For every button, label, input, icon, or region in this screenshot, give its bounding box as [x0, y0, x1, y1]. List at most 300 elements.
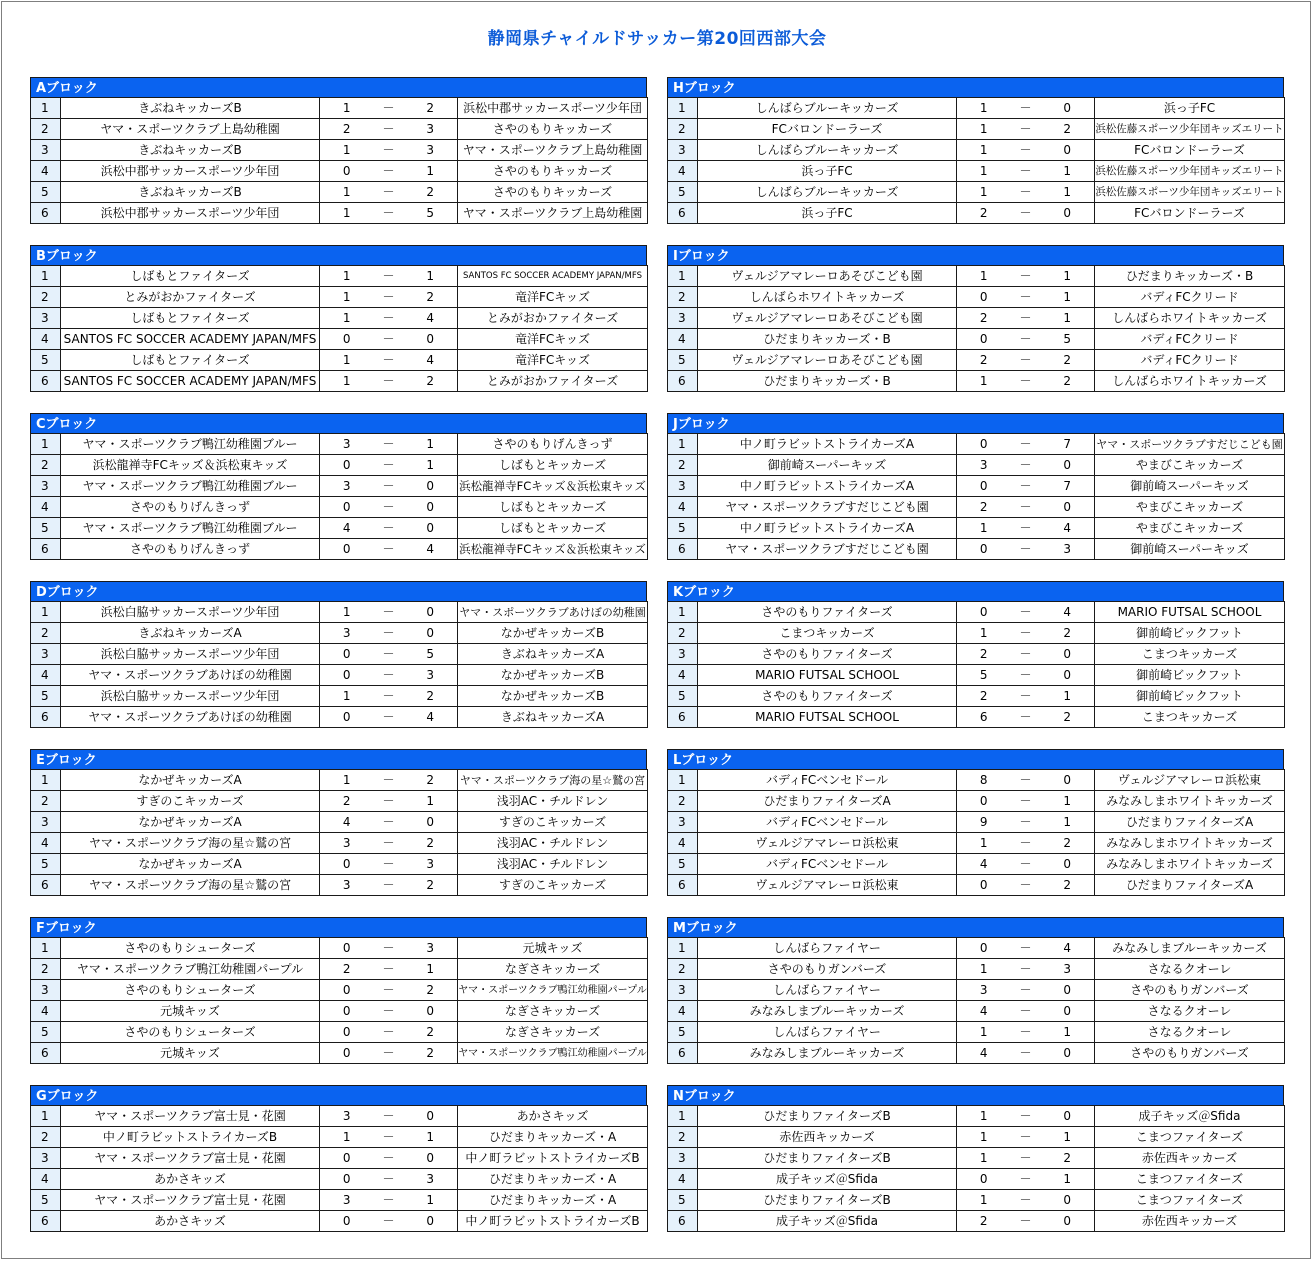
away-score: 1: [404, 455, 458, 476]
score-dash: －: [374, 1043, 404, 1064]
away-score: 1: [1041, 182, 1095, 203]
home-team: ひだまりファイターズA: [698, 791, 957, 812]
match-number: 5: [668, 686, 698, 707]
table-row: [668, 539, 1285, 560]
table-row: [31, 812, 648, 833]
away-score: 4: [1041, 518, 1095, 539]
away-team: こまつキッカーズ: [1095, 644, 1285, 665]
home-score: 0: [320, 161, 374, 182]
match-number: 6: [31, 707, 61, 728]
away-team: ひだまりキッカーズ・A: [458, 1169, 648, 1190]
match-number: 4: [31, 329, 61, 350]
match-number: 6: [31, 371, 61, 392]
away-score: 1: [1041, 1127, 1095, 1148]
away-team: こまつファイターズ: [1095, 1190, 1285, 1211]
home-team: きぶねキッカーズB: [61, 182, 320, 203]
match-table: [667, 1105, 1285, 1232]
match-number: 1: [668, 602, 698, 623]
away-score: 7: [1041, 476, 1095, 497]
score-dash: －: [374, 959, 404, 980]
match-number: 3: [668, 644, 698, 665]
score-dash: －: [1011, 455, 1041, 476]
match-number: 1: [668, 938, 698, 959]
table-row: [668, 1001, 1285, 1022]
home-team: 浜松中郡サッカースポーツ少年団: [61, 161, 320, 182]
away-score: 4: [404, 539, 458, 560]
home-score: 4: [957, 854, 1011, 875]
match-number: 6: [31, 875, 61, 896]
away-score: 2: [1041, 707, 1095, 728]
match-number: 2: [31, 623, 61, 644]
away-team: しんばらホワイトキッカーズ: [1095, 308, 1285, 329]
table-row: [668, 497, 1285, 518]
home-team: ひだまりファイターズB: [698, 1190, 957, 1211]
away-team: 浜っ子FC: [1095, 98, 1285, 119]
home-score: 1: [320, 203, 374, 224]
score-dash: －: [1011, 1001, 1041, 1022]
home-team: しんばらファイヤー: [698, 1022, 957, 1043]
home-team: 浜松白脇サッカースポーツ少年団: [61, 602, 320, 623]
table-row: [668, 875, 1285, 896]
block-right-1: [667, 245, 1284, 392]
away-team: なかぜキッカーズB: [458, 686, 648, 707]
table-row: [31, 1211, 648, 1232]
away-score: 1: [404, 266, 458, 287]
away-team: 成子キッズ＠Sfida: [1095, 1106, 1285, 1127]
away-team: バディFCクリード: [1095, 329, 1285, 350]
match-number: 5: [668, 350, 698, 371]
away-score: 2: [1041, 833, 1095, 854]
home-team: ヤマ・スポーツクラブ富士見・花園: [61, 1190, 320, 1211]
away-team: 浜松佐藤スポーツ少年団キッズエリート: [1095, 161, 1285, 182]
match-table: [667, 433, 1285, 560]
away-score: 4: [404, 707, 458, 728]
home-team: MARIO FUTSAL SCHOOL: [698, 665, 957, 686]
home-score: 2: [320, 119, 374, 140]
table-row: [31, 455, 648, 476]
table-row: [31, 266, 648, 287]
table-row: [668, 770, 1285, 791]
home-score: 0: [957, 791, 1011, 812]
score-dash: －: [374, 812, 404, 833]
score-dash: －: [374, 980, 404, 1001]
home-team: しばもとファイターズ: [61, 266, 320, 287]
score-dash: －: [1011, 1211, 1041, 1232]
home-score: 1: [957, 161, 1011, 182]
home-score: 0: [320, 329, 374, 350]
away-team: やまびこキッカーズ: [1095, 455, 1285, 476]
away-score: 3: [404, 140, 458, 161]
away-team: ヤマ・スポーツクラブすだじこども園: [1095, 434, 1285, 455]
match-number: 2: [668, 791, 698, 812]
home-score: 1: [320, 371, 374, 392]
away-score: 1: [1041, 308, 1095, 329]
match-table: [667, 601, 1285, 728]
away-score: 2: [1041, 371, 1095, 392]
table-row: [668, 98, 1285, 119]
match-number: 4: [668, 1001, 698, 1022]
away-score: 0: [404, 329, 458, 350]
score-dash: －: [374, 98, 404, 119]
home-score: 0: [320, 854, 374, 875]
score-dash: －: [374, 854, 404, 875]
away-team: 御前崎スーパーキッズ: [1095, 539, 1285, 560]
away-team: ひだまりファイターズA: [1095, 812, 1285, 833]
match-number: 1: [31, 434, 61, 455]
away-score: 5: [404, 203, 458, 224]
score-dash: －: [1011, 959, 1041, 980]
home-team: さやのもりげんきっず: [61, 497, 320, 518]
table-row: [668, 350, 1285, 371]
table-row: [31, 707, 648, 728]
away-score: 0: [404, 1001, 458, 1022]
score-dash: －: [1011, 350, 1041, 371]
block-header: Jブロック: [667, 413, 1284, 433]
table-row: [31, 833, 648, 854]
score-dash: －: [374, 434, 404, 455]
home-score: 1: [957, 119, 1011, 140]
table-row: [668, 1211, 1285, 1232]
home-score: 0: [320, 1148, 374, 1169]
home-score: 0: [320, 1169, 374, 1190]
home-score: 5: [957, 665, 1011, 686]
score-dash: －: [374, 1211, 404, 1232]
home-team: 中ノ町ラビットストライカーズA: [698, 518, 957, 539]
home-score: 1: [320, 602, 374, 623]
table-row: [668, 203, 1285, 224]
home-team: さやのもりガンバーズ: [698, 959, 957, 980]
away-score: 2: [404, 980, 458, 1001]
home-score: 1: [957, 98, 1011, 119]
away-team: あかさキッズ: [458, 1106, 648, 1127]
away-score: 4: [1041, 602, 1095, 623]
home-team: みなみしまブルーキッカーズ: [698, 1001, 957, 1022]
match-table: [30, 937, 648, 1064]
away-score: 2: [1041, 350, 1095, 371]
block-header: Aブロック: [30, 77, 647, 97]
home-score: 3: [320, 1106, 374, 1127]
table-row: [668, 455, 1285, 476]
away-score: 2: [404, 1043, 458, 1064]
home-score: 4: [957, 1043, 1011, 1064]
home-score: 1: [957, 833, 1011, 854]
block-header: Iブロック: [667, 245, 1284, 265]
home-team: しばもとファイターズ: [61, 308, 320, 329]
home-team: さやのもりシューターズ: [61, 980, 320, 1001]
away-score: 0: [1041, 1043, 1095, 1064]
score-dash: －: [374, 161, 404, 182]
away-score: 0: [1041, 854, 1095, 875]
match-number: 5: [668, 182, 698, 203]
match-number: 4: [668, 329, 698, 350]
table-row: [31, 140, 648, 161]
score-dash: －: [374, 371, 404, 392]
block-header: Gブロック: [30, 1085, 647, 1105]
match-number: 2: [668, 623, 698, 644]
away-team: SANTOS FC SOCCER ACADEMY JAPAN/MFS: [458, 266, 648, 287]
table-row: [668, 476, 1285, 497]
score-dash: －: [374, 833, 404, 854]
match-number: 1: [668, 266, 698, 287]
score-dash: －: [1011, 497, 1041, 518]
match-table: [667, 97, 1285, 224]
home-score: 3: [320, 476, 374, 497]
score-dash: －: [374, 140, 404, 161]
score-dash: －: [1011, 329, 1041, 350]
match-number: 4: [668, 665, 698, 686]
match-number: 2: [31, 287, 61, 308]
score-dash: －: [374, 182, 404, 203]
score-dash: －: [1011, 854, 1041, 875]
away-score: 1: [404, 791, 458, 812]
home-score: 0: [957, 539, 1011, 560]
away-team: さなるクオーレ: [1095, 959, 1285, 980]
score-dash: －: [1011, 1127, 1041, 1148]
page-title: 静岡県チャイルドサッカー第20回西部大会: [487, 29, 827, 49]
home-team: しんばらブルーキッカーズ: [698, 182, 957, 203]
block-right-0: [667, 77, 1284, 224]
match-number: 5: [31, 350, 61, 371]
home-score: 0: [320, 707, 374, 728]
home-team: こまつキッカーズ: [698, 623, 957, 644]
away-score: 1: [1041, 266, 1095, 287]
table-row: [31, 287, 648, 308]
score-dash: －: [374, 476, 404, 497]
match-number: 6: [668, 1211, 698, 1232]
table-row: [668, 959, 1285, 980]
match-number: 5: [668, 1022, 698, 1043]
away-score: 3: [1041, 539, 1095, 560]
home-score: 2: [957, 308, 1011, 329]
block-right-3: [667, 581, 1284, 728]
table-row: [31, 1043, 648, 1064]
match-number: 1: [31, 602, 61, 623]
table-row: [668, 1022, 1285, 1043]
score-dash: －: [1011, 182, 1041, 203]
match-number: 1: [31, 1106, 61, 1127]
home-team: SANTOS FC SOCCER ACADEMY JAPAN/MFS: [61, 371, 320, 392]
away-score: 2: [404, 182, 458, 203]
home-score: 2: [320, 791, 374, 812]
home-score: 0: [320, 1001, 374, 1022]
away-score: 0: [404, 497, 458, 518]
table-row: [31, 791, 648, 812]
home-team: ヴェルジアマレーロ浜松東: [698, 875, 957, 896]
score-dash: －: [1011, 518, 1041, 539]
home-score: 0: [320, 1022, 374, 1043]
away-score: 3: [404, 119, 458, 140]
home-team: なかぜキッカーズA: [61, 812, 320, 833]
score-dash: －: [374, 539, 404, 560]
home-score: 1: [957, 1106, 1011, 1127]
away-team: なかぜキッカーズB: [458, 665, 648, 686]
table-row: [31, 1001, 648, 1022]
away-score: 0: [404, 812, 458, 833]
match-number: 4: [668, 833, 698, 854]
away-score: 0: [1041, 770, 1095, 791]
home-score: 1: [320, 686, 374, 707]
table-row: [31, 1127, 648, 1148]
away-team: ひだまりキッカーズ・B: [1095, 266, 1285, 287]
table-row: [668, 1169, 1285, 1190]
home-score: 1: [320, 140, 374, 161]
table-row: [31, 623, 648, 644]
away-score: 0: [1041, 1211, 1095, 1232]
table-row: [668, 602, 1285, 623]
home-score: 0: [957, 1169, 1011, 1190]
away-score: 0: [404, 476, 458, 497]
block-header: Kブロック: [667, 581, 1284, 601]
home-team: 成子キッズ＠Sfida: [698, 1211, 957, 1232]
away-score: 1: [1041, 812, 1095, 833]
match-number: 4: [668, 161, 698, 182]
table-row: [668, 707, 1285, 728]
away-team: ヤマ・スポーツクラブ上島幼稚園: [458, 203, 648, 224]
match-number: 4: [31, 1001, 61, 1022]
away-score: 0: [1041, 1001, 1095, 1022]
home-team: しんばらブルーキッカーズ: [698, 140, 957, 161]
home-score: 1: [957, 1127, 1011, 1148]
away-score: 5: [1041, 329, 1095, 350]
away-team: 竜洋FCキッズ: [458, 329, 648, 350]
away-score: 3: [404, 1169, 458, 1190]
block-right-5: [667, 917, 1284, 1064]
score-dash: －: [1011, 287, 1041, 308]
away-score: 2: [404, 686, 458, 707]
home-score: 1: [957, 959, 1011, 980]
match-number: 3: [668, 476, 698, 497]
home-score: 0: [957, 434, 1011, 455]
table-row: [668, 686, 1285, 707]
away-team: 御前崎ビックフット: [1095, 686, 1285, 707]
score-dash: －: [1011, 203, 1041, 224]
away-team: みなみしまホワイトキッカーズ: [1095, 791, 1285, 812]
score-dash: －: [1011, 1106, 1041, 1127]
match-table: [30, 433, 648, 560]
score-dash: －: [374, 308, 404, 329]
home-team: ひだまりファイターズB: [698, 1148, 957, 1169]
match-number: 6: [668, 707, 698, 728]
match-number: 3: [31, 308, 61, 329]
table-row: [668, 812, 1285, 833]
table-row: [668, 182, 1285, 203]
away-team: 中ノ町ラビットストライカーズB: [458, 1211, 648, 1232]
home-score: 0: [320, 455, 374, 476]
home-score: 6: [957, 707, 1011, 728]
score-dash: －: [374, 1127, 404, 1148]
block-header: Dブロック: [30, 581, 647, 601]
match-number: 2: [31, 1127, 61, 1148]
away-team: とみがおかファイターズ: [458, 308, 648, 329]
away-team: みなみしまブルーキッカーズ: [1095, 938, 1285, 959]
home-team: とみがおかファイターズ: [61, 287, 320, 308]
block-header: Bブロック: [30, 245, 647, 265]
home-team: さやのもりシューターズ: [61, 938, 320, 959]
home-team: ヤマ・スポーツクラブ鴨江幼稚園パープル: [61, 959, 320, 980]
home-team: MARIO FUTSAL SCHOOL: [698, 707, 957, 728]
score-dash: －: [374, 644, 404, 665]
away-team: きぶねキッカーズA: [458, 644, 648, 665]
score-dash: －: [1011, 161, 1041, 182]
score-dash: －: [1011, 476, 1041, 497]
match-number: 4: [31, 161, 61, 182]
away-team: ひだまりキッカーズ・A: [458, 1190, 648, 1211]
block-left-1: [30, 245, 647, 392]
table-row: [31, 938, 648, 959]
away-score: 1: [1041, 1022, 1095, 1043]
away-team: 浅羽AC・チルドレン: [458, 833, 648, 854]
table-row: [668, 980, 1285, 1001]
away-team: バディFCクリード: [1095, 350, 1285, 371]
home-team: すぎのこキッカーズ: [61, 791, 320, 812]
away-team: ヴェルジアマレーロ浜松東: [1095, 770, 1285, 791]
home-score: 1: [957, 266, 1011, 287]
match-number: 4: [668, 1169, 698, 1190]
home-team: 元城キッズ: [61, 1043, 320, 1064]
score-dash: －: [374, 1148, 404, 1169]
away-score: 0: [404, 1148, 458, 1169]
table-row: [31, 875, 648, 896]
match-number: 2: [668, 119, 698, 140]
home-score: 1: [957, 1148, 1011, 1169]
table-row: [31, 98, 648, 119]
table-row: [31, 959, 648, 980]
score-dash: －: [1011, 1169, 1041, 1190]
away-team: バディFCクリード: [1095, 287, 1285, 308]
away-score: 2: [404, 770, 458, 791]
table-row: [31, 329, 648, 350]
table-row: [31, 518, 648, 539]
home-team: 浜松中郡サッカースポーツ少年団: [61, 203, 320, 224]
home-team: ヤマ・スポーツクラブ鴨江幼稚園ブルー: [61, 518, 320, 539]
away-score: 0: [1041, 140, 1095, 161]
home-score: 2: [957, 203, 1011, 224]
match-number: 2: [668, 455, 698, 476]
away-team: なぎさキッカーズ: [458, 1001, 648, 1022]
away-team: 浜松龍禅寺FCキッズ＆浜松東キッズ: [458, 539, 648, 560]
table-row: [31, 350, 648, 371]
away-score: 1: [1041, 686, 1095, 707]
score-dash: －: [374, 938, 404, 959]
away-score: 1: [1041, 791, 1095, 812]
match-table: [30, 769, 648, 896]
home-team: あかさキッズ: [61, 1169, 320, 1190]
score-dash: －: [374, 707, 404, 728]
score-dash: －: [374, 1022, 404, 1043]
table-row: [668, 161, 1285, 182]
home-score: 1: [320, 770, 374, 791]
home-score: 3: [320, 623, 374, 644]
score-dash: －: [374, 602, 404, 623]
home-score: 1: [320, 1127, 374, 1148]
match-number: 5: [668, 854, 698, 875]
away-score: 0: [404, 1106, 458, 1127]
match-number: 3: [668, 980, 698, 1001]
away-team: こまつキッカーズ: [1095, 707, 1285, 728]
score-dash: －: [374, 1001, 404, 1022]
table-row: [31, 182, 648, 203]
match-number: 6: [668, 1043, 698, 1064]
away-team: 御前崎スーパーキッズ: [1095, 476, 1285, 497]
away-score: 2: [1041, 875, 1095, 896]
home-score: 3: [957, 980, 1011, 1001]
block-left-6: [30, 1085, 647, 1232]
away-score: 2: [404, 833, 458, 854]
score-dash: －: [374, 266, 404, 287]
home-team: ヤマ・スポーツクラブあけぼの幼稚園: [61, 707, 320, 728]
home-score: 2: [320, 959, 374, 980]
home-score: 0: [957, 329, 1011, 350]
